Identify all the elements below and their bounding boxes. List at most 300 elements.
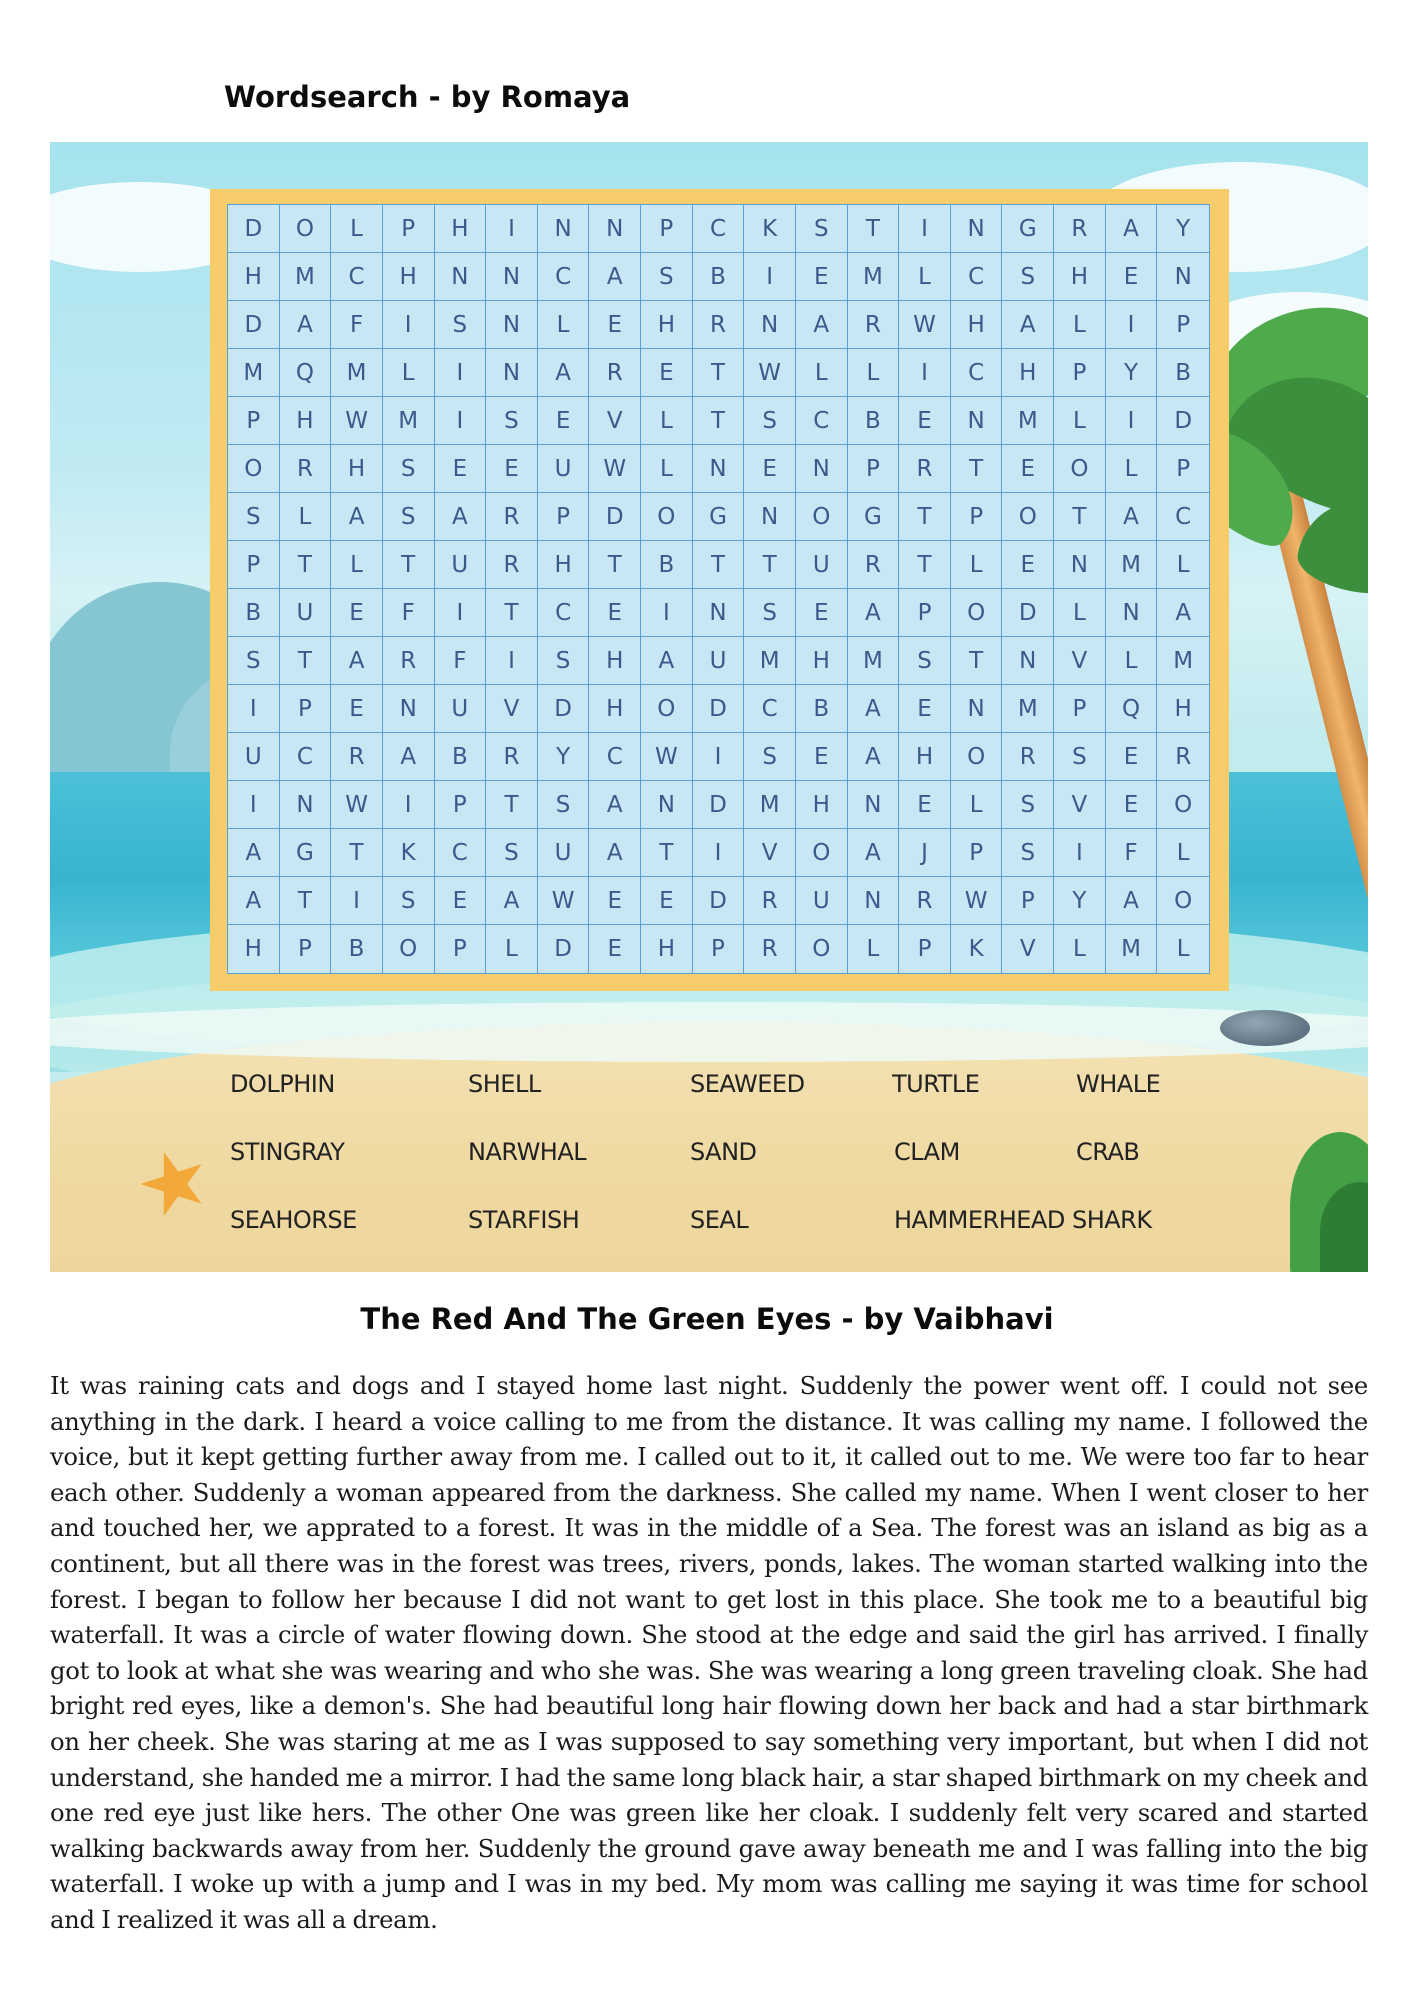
grid-cell: F — [435, 637, 487, 685]
grid-cell: T — [899, 493, 951, 541]
grid-cell: S — [796, 205, 848, 253]
grid-cell: W — [899, 301, 951, 349]
grid-cell: V — [1054, 637, 1106, 685]
grid-cell: S — [383, 445, 435, 493]
grid-cell: I — [228, 685, 280, 733]
grid-cell: E — [1106, 733, 1158, 781]
grid-cell: O — [796, 925, 848, 973]
grid-cell: R — [693, 301, 745, 349]
grid-cell: L — [1054, 397, 1106, 445]
grid-cell: O — [1054, 445, 1106, 493]
grid-cell: H — [796, 637, 848, 685]
grid-cell: P — [899, 589, 951, 637]
grid-cell: A — [641, 637, 693, 685]
grid-cell: N — [693, 589, 745, 637]
grid-cell: Y — [1054, 877, 1106, 925]
grid-cell: S — [538, 637, 590, 685]
word-item: STARFISH — [468, 1206, 580, 1234]
grid-cell: C — [435, 829, 487, 877]
grid-cell: G — [1002, 205, 1054, 253]
grid-cell: A — [486, 877, 538, 925]
grid-cell: A — [383, 733, 435, 781]
grid-cell: P — [899, 925, 951, 973]
grid-cell: N — [435, 253, 487, 301]
grid-cell: N — [641, 781, 693, 829]
grid-cell: N — [1106, 589, 1158, 637]
grid-cell: B — [1157, 349, 1209, 397]
grid-cell: O — [951, 589, 1003, 637]
grid-cell: S — [383, 877, 435, 925]
grid-cell: E — [641, 877, 693, 925]
grid-cell: H — [383, 253, 435, 301]
grid-cell: N — [538, 205, 590, 253]
grid-cell: A — [1002, 301, 1054, 349]
word-item: STINGRAY — [230, 1138, 345, 1166]
grid-cell: O — [641, 685, 693, 733]
grid-cell: N — [951, 397, 1003, 445]
grid-cell: S — [641, 253, 693, 301]
grid-cell: B — [331, 925, 383, 973]
grid-cell: H — [435, 205, 487, 253]
grid-cell: S — [486, 397, 538, 445]
grid-cell: L — [1106, 445, 1158, 493]
grid-cell: E — [331, 589, 383, 637]
grid-cell: H — [589, 685, 641, 733]
grid-cell: E — [435, 445, 487, 493]
grid-cell: H — [280, 397, 332, 445]
grid-cell: B — [228, 589, 280, 637]
grid-cell: L — [1157, 829, 1209, 877]
grid-cell: M — [280, 253, 332, 301]
grid-cell: I — [383, 781, 435, 829]
word-item: DOLPHIN — [230, 1070, 335, 1098]
grid-cell: M — [848, 637, 900, 685]
grid-cell: R — [1157, 733, 1209, 781]
grid-cell: E — [589, 589, 641, 637]
grid-cell: V — [486, 685, 538, 733]
word-item: HAMMERHEAD SHARK — [894, 1206, 1152, 1234]
grid-cell: P — [848, 445, 900, 493]
grid-cell: N — [589, 205, 641, 253]
grid-cell: S — [1002, 781, 1054, 829]
grid-cell: C — [951, 253, 1003, 301]
word-item: SHELL — [468, 1070, 541, 1098]
word-item: TURTLE — [892, 1070, 980, 1098]
grid-cell: D — [228, 301, 280, 349]
grid-cell: B — [848, 397, 900, 445]
grid-cell: K — [951, 925, 1003, 973]
grid-cell: I — [435, 397, 487, 445]
grid-cell: K — [383, 829, 435, 877]
grid-cell: A — [1106, 877, 1158, 925]
word-item: SEAL — [690, 1206, 749, 1234]
grid-cell: T — [280, 637, 332, 685]
grid-cell: N — [280, 781, 332, 829]
grid-cell: N — [1002, 637, 1054, 685]
grid-cell: A — [848, 589, 900, 637]
grid-cell: E — [796, 733, 848, 781]
grid-cell: N — [693, 445, 745, 493]
grid-cell: O — [1157, 781, 1209, 829]
grid-cell: R — [486, 733, 538, 781]
grid-cell: M — [383, 397, 435, 445]
grid-cell: M — [848, 253, 900, 301]
grid-cell: H — [228, 925, 280, 973]
grid-cell: I — [486, 205, 538, 253]
grid-cell: Y — [1157, 205, 1209, 253]
grid-cell: P — [280, 685, 332, 733]
grid-cell: I — [744, 253, 796, 301]
grid-cell: I — [331, 877, 383, 925]
grid-cell: I — [1054, 829, 1106, 877]
grid-cell: L — [951, 541, 1003, 589]
grid-cell: A — [538, 349, 590, 397]
grid-cell: N — [486, 301, 538, 349]
grid-cell: H — [538, 541, 590, 589]
grid-cell: N — [848, 781, 900, 829]
grid-cell: H — [951, 301, 1003, 349]
word-list — [50, 142, 1368, 1272]
grid-cell: C — [744, 685, 796, 733]
starfish-icon: ★ — [123, 1125, 224, 1239]
grid-cell: C — [538, 253, 590, 301]
grid-cell: M — [228, 349, 280, 397]
grid-cell: N — [486, 253, 538, 301]
grid-cell: L — [1054, 589, 1106, 637]
grid-cell: M — [1106, 925, 1158, 973]
grid-cell: Q — [280, 349, 332, 397]
grid-cell: Y — [538, 733, 590, 781]
grid-cell: H — [641, 925, 693, 973]
grid-cell: B — [641, 541, 693, 589]
grid-cell: T — [589, 541, 641, 589]
grid-cell: I — [1106, 397, 1158, 445]
grid-cell: H — [589, 637, 641, 685]
grid-cell: D — [538, 925, 590, 973]
grid-cell: N — [1157, 253, 1209, 301]
grid-cell: E — [899, 397, 951, 445]
grid-cell: M — [1106, 541, 1158, 589]
grid-cell: R — [848, 301, 900, 349]
grid-cell: T — [331, 829, 383, 877]
grid-cell: F — [331, 301, 383, 349]
grid-cell: T — [280, 541, 332, 589]
grid-cell: D — [693, 685, 745, 733]
grid-cell: E — [1106, 781, 1158, 829]
grid-cell: Q — [1106, 685, 1158, 733]
grid-cell: U — [435, 685, 487, 733]
grid-cell: P — [951, 493, 1003, 541]
grid-cell: U — [435, 541, 487, 589]
grid-cell: L — [899, 253, 951, 301]
grid-cell: P — [1002, 877, 1054, 925]
grid-cell: K — [744, 205, 796, 253]
grid-cell: H — [228, 253, 280, 301]
grid-cell: C — [280, 733, 332, 781]
grid-cell: N — [744, 301, 796, 349]
grid-cell: P — [228, 541, 280, 589]
grid-cell: A — [848, 733, 900, 781]
grid-cell: L — [538, 301, 590, 349]
grid-cell: T — [1054, 493, 1106, 541]
grid-cell: A — [589, 781, 641, 829]
story-text: It was raining cats and dogs and I stayed home last night. Suddenly the power went off. I could not see anything in the dark. I heard a voice calling to me from the distance. It was calling my name. I followed the voice, but it kept getting further away from me. I called out to it, it called out to me. We were too far to hear each other. Suddenly a woman appeared from the darkness. She called my name. When I went closer to her and touched her, we apprated to a forest. It was in the middle of a Sea. The forest was an island as big as a continent, but all there was in the forest was trees, rivers, ponds, lakes. The woman started walking into the forest. I began to follow her because I did not want to get lost in this place. She took me to a beautiful big waterfall. It was a circle of water flowing down. She stood at the edge and said the girl has arrived. I finally got to look at what she was wearing and who she was. She was wearing a long green traveling cloak. She had bright red eyes, like a demon's. She had beautiful long hair flowing down her back and had a star birthmark on her cheek. She was staring at me as I was supposed to say something very important, but when I did not understand, she handed me a mirror. I had the same long black hair, a star shaped birthmark on my cheek and one red eye just like hers. The other One was green like her cloak. I suddenly felt very scared and started walking backwards away from her. Suddenly the ground gave away beneath me and I was falling into the big waterfall. I woke up with a jump and I was in my bed. My mom was calling me saying it was time for school and I realized it was all a dream. — [50, 1371, 1368, 1934]
grid-cell: A — [1157, 589, 1209, 637]
grid-cell: A — [435, 493, 487, 541]
beach-illustration — [50, 142, 1368, 1272]
grid-cell: L — [486, 925, 538, 973]
grid-cell: L — [951, 781, 1003, 829]
grid-cell: T — [280, 877, 332, 925]
grid-cell: O — [1002, 493, 1054, 541]
grid-cell: N — [383, 685, 435, 733]
grid-cell: C — [951, 349, 1003, 397]
grid-cell: L — [1106, 637, 1158, 685]
grid-cell: V — [744, 829, 796, 877]
grid-cell: L — [280, 493, 332, 541]
grid-cell: T — [641, 829, 693, 877]
grid-cell: T — [951, 637, 1003, 685]
grid-cell: N — [796, 445, 848, 493]
grid-cell: T — [486, 781, 538, 829]
grid-cell: N — [951, 205, 1003, 253]
grid-cell: L — [796, 349, 848, 397]
grid-cell: H — [796, 781, 848, 829]
grid-cell: L — [1157, 541, 1209, 589]
grid-cell: M — [744, 781, 796, 829]
grid-cell: S — [744, 589, 796, 637]
grid-cell: F — [383, 589, 435, 637]
grid-cell: U — [228, 733, 280, 781]
grid-cell: R — [744, 877, 796, 925]
grid-cell: T — [486, 589, 538, 637]
grid-cell: T — [383, 541, 435, 589]
grid-cell: P — [435, 925, 487, 973]
grid-cell: M — [1002, 397, 1054, 445]
grid-cell: R — [1054, 205, 1106, 253]
grid-cell: P — [1054, 685, 1106, 733]
grid-cell: S — [538, 781, 590, 829]
grid-cell: E — [589, 301, 641, 349]
grid-cell: A — [796, 301, 848, 349]
grid-cell: I — [641, 589, 693, 637]
grid-cell: A — [331, 493, 383, 541]
grid-cell: E — [899, 685, 951, 733]
grid-cell: D — [693, 877, 745, 925]
grid-cell: P — [435, 781, 487, 829]
grid-cell: P — [1054, 349, 1106, 397]
grid-cell: W — [951, 877, 1003, 925]
grid-cell: O — [383, 925, 435, 973]
grid-cell: O — [796, 829, 848, 877]
grid-cell: W — [589, 445, 641, 493]
grid-cell: M — [331, 349, 383, 397]
grid-cell: T — [693, 397, 745, 445]
grid-cell: G — [848, 493, 900, 541]
grid-cell: A — [331, 637, 383, 685]
grid-cell: I — [899, 205, 951, 253]
grid-cell: L — [848, 349, 900, 397]
grid-cell: C — [589, 733, 641, 781]
grid-cell: D — [1157, 397, 1209, 445]
grid-cell: R — [1002, 733, 1054, 781]
grid-cell: S — [899, 637, 951, 685]
grid-cell: G — [280, 829, 332, 877]
grid-cell: H — [641, 301, 693, 349]
grid-cell: I — [435, 589, 487, 637]
grid-cell: P — [1157, 301, 1209, 349]
word-item: SEAHORSE — [230, 1206, 357, 1234]
grid-cell: I — [486, 637, 538, 685]
grid-cell: E — [486, 445, 538, 493]
grid-cell: E — [899, 781, 951, 829]
grid-cell: C — [331, 253, 383, 301]
grid-cell: S — [228, 637, 280, 685]
grid-cell: P — [951, 829, 1003, 877]
grid-cell: D — [228, 205, 280, 253]
grid-cell: I — [383, 301, 435, 349]
grid-cell: L — [848, 925, 900, 973]
grid-cell: O — [280, 205, 332, 253]
grid-cell: P — [1157, 445, 1209, 493]
grid-cell: R — [331, 733, 383, 781]
grid-cell: L — [1054, 925, 1106, 973]
grid-cell: P — [228, 397, 280, 445]
grid-cell: T — [744, 541, 796, 589]
grid-cell: P — [280, 925, 332, 973]
grid-cell: E — [331, 685, 383, 733]
grid-cell: I — [435, 349, 487, 397]
word-item: NARWHAL — [468, 1138, 587, 1166]
grid-cell: P — [538, 493, 590, 541]
grid-cell: D — [693, 781, 745, 829]
grid-cell: U — [796, 541, 848, 589]
grid-cell: H — [1002, 349, 1054, 397]
wordsearch-title: Wordsearch - by Romaya — [224, 80, 631, 114]
grid-cell: B — [796, 685, 848, 733]
grid-cell: R — [848, 541, 900, 589]
grid-cell: E — [589, 925, 641, 973]
grid-cell: W — [744, 349, 796, 397]
grid-cell: S — [744, 733, 796, 781]
grid-cell: N — [848, 877, 900, 925]
grid-cell: H — [899, 733, 951, 781]
grid-cell: W — [331, 781, 383, 829]
grid-cell: A — [1106, 493, 1158, 541]
grid-cell: L — [641, 445, 693, 493]
grid-cell: E — [435, 877, 487, 925]
grid-cell: C — [693, 205, 745, 253]
grid-cell: N — [486, 349, 538, 397]
grid-cell: R — [744, 925, 796, 973]
grid-cell: M — [1157, 637, 1209, 685]
grid-cell: S — [228, 493, 280, 541]
grid-cell: R — [899, 445, 951, 493]
grid-cell: N — [744, 493, 796, 541]
grid-cell: A — [228, 877, 280, 925]
grid-cell: U — [280, 589, 332, 637]
grid-cell: F — [1106, 829, 1158, 877]
grid-cell: C — [538, 589, 590, 637]
grid-cell: R — [486, 541, 538, 589]
grid-cell: D — [1002, 589, 1054, 637]
grid-cell: L — [641, 397, 693, 445]
grid-cell: V — [1054, 781, 1106, 829]
grid-cell: T — [693, 349, 745, 397]
grid-cell: T — [899, 541, 951, 589]
grid-cell: A — [589, 253, 641, 301]
word-item: CRAB — [1076, 1138, 1140, 1166]
grid-cell: D — [538, 685, 590, 733]
grid-cell: C — [796, 397, 848, 445]
word-item: SEAWEED — [690, 1070, 805, 1098]
grid-cell: D — [589, 493, 641, 541]
grid-cell: S — [1002, 253, 1054, 301]
grid-cell: L — [1054, 301, 1106, 349]
grid-cell: G — [693, 493, 745, 541]
grid-cell: S — [1002, 829, 1054, 877]
grid-cell: J — [899, 829, 951, 877]
grid-cell: P — [641, 205, 693, 253]
grid-cell: B — [693, 253, 745, 301]
grid-cell: M — [744, 637, 796, 685]
grid-cell: H — [331, 445, 383, 493]
word-item: CLAM — [894, 1138, 960, 1166]
grid-cell: A — [848, 829, 900, 877]
grid-cell: I — [1106, 301, 1158, 349]
grid-cell: A — [589, 829, 641, 877]
grid-cell: U — [538, 829, 590, 877]
grid-cell: I — [899, 349, 951, 397]
grid-cell: E — [796, 589, 848, 637]
grid-cell: W — [641, 733, 693, 781]
grid-cell: T — [848, 205, 900, 253]
grid-cell: S — [383, 493, 435, 541]
grid-cell: U — [796, 877, 848, 925]
grid-cell: L — [331, 541, 383, 589]
grid-cell: R — [383, 637, 435, 685]
grid-cell: I — [228, 781, 280, 829]
grid-cell: P — [693, 925, 745, 973]
grid-cell: U — [693, 637, 745, 685]
grid-cell: E — [1106, 253, 1158, 301]
grid-cell: V — [1002, 925, 1054, 973]
grid-cell: H — [1157, 685, 1209, 733]
grid-cell: E — [1002, 541, 1054, 589]
word-item: SAND — [690, 1138, 757, 1166]
grid-cell: O — [1157, 877, 1209, 925]
grid-cell: R — [486, 493, 538, 541]
grid-cell: E — [589, 877, 641, 925]
grid-cell: C — [1157, 493, 1209, 541]
grid-cell: S — [486, 829, 538, 877]
grid-cell: W — [331, 397, 383, 445]
grid-cell: S — [1054, 733, 1106, 781]
grid-cell: L — [331, 205, 383, 253]
grid-cell: A — [280, 301, 332, 349]
grid-cell: R — [589, 349, 641, 397]
story-title: The Red And The Green Eyes - by Vaibhavi — [360, 1302, 1054, 1336]
grid-cell: A — [1106, 205, 1158, 253]
grid-cell: Y — [1106, 349, 1158, 397]
grid-cell: U — [538, 445, 590, 493]
grid-cell: A — [848, 685, 900, 733]
grid-cell: L — [1176, 936, 1190, 962]
grid-cell: L — [383, 349, 435, 397]
grid-cell: E — [1002, 445, 1054, 493]
grid-cell: V — [589, 397, 641, 445]
grid-cell: R — [899, 877, 951, 925]
